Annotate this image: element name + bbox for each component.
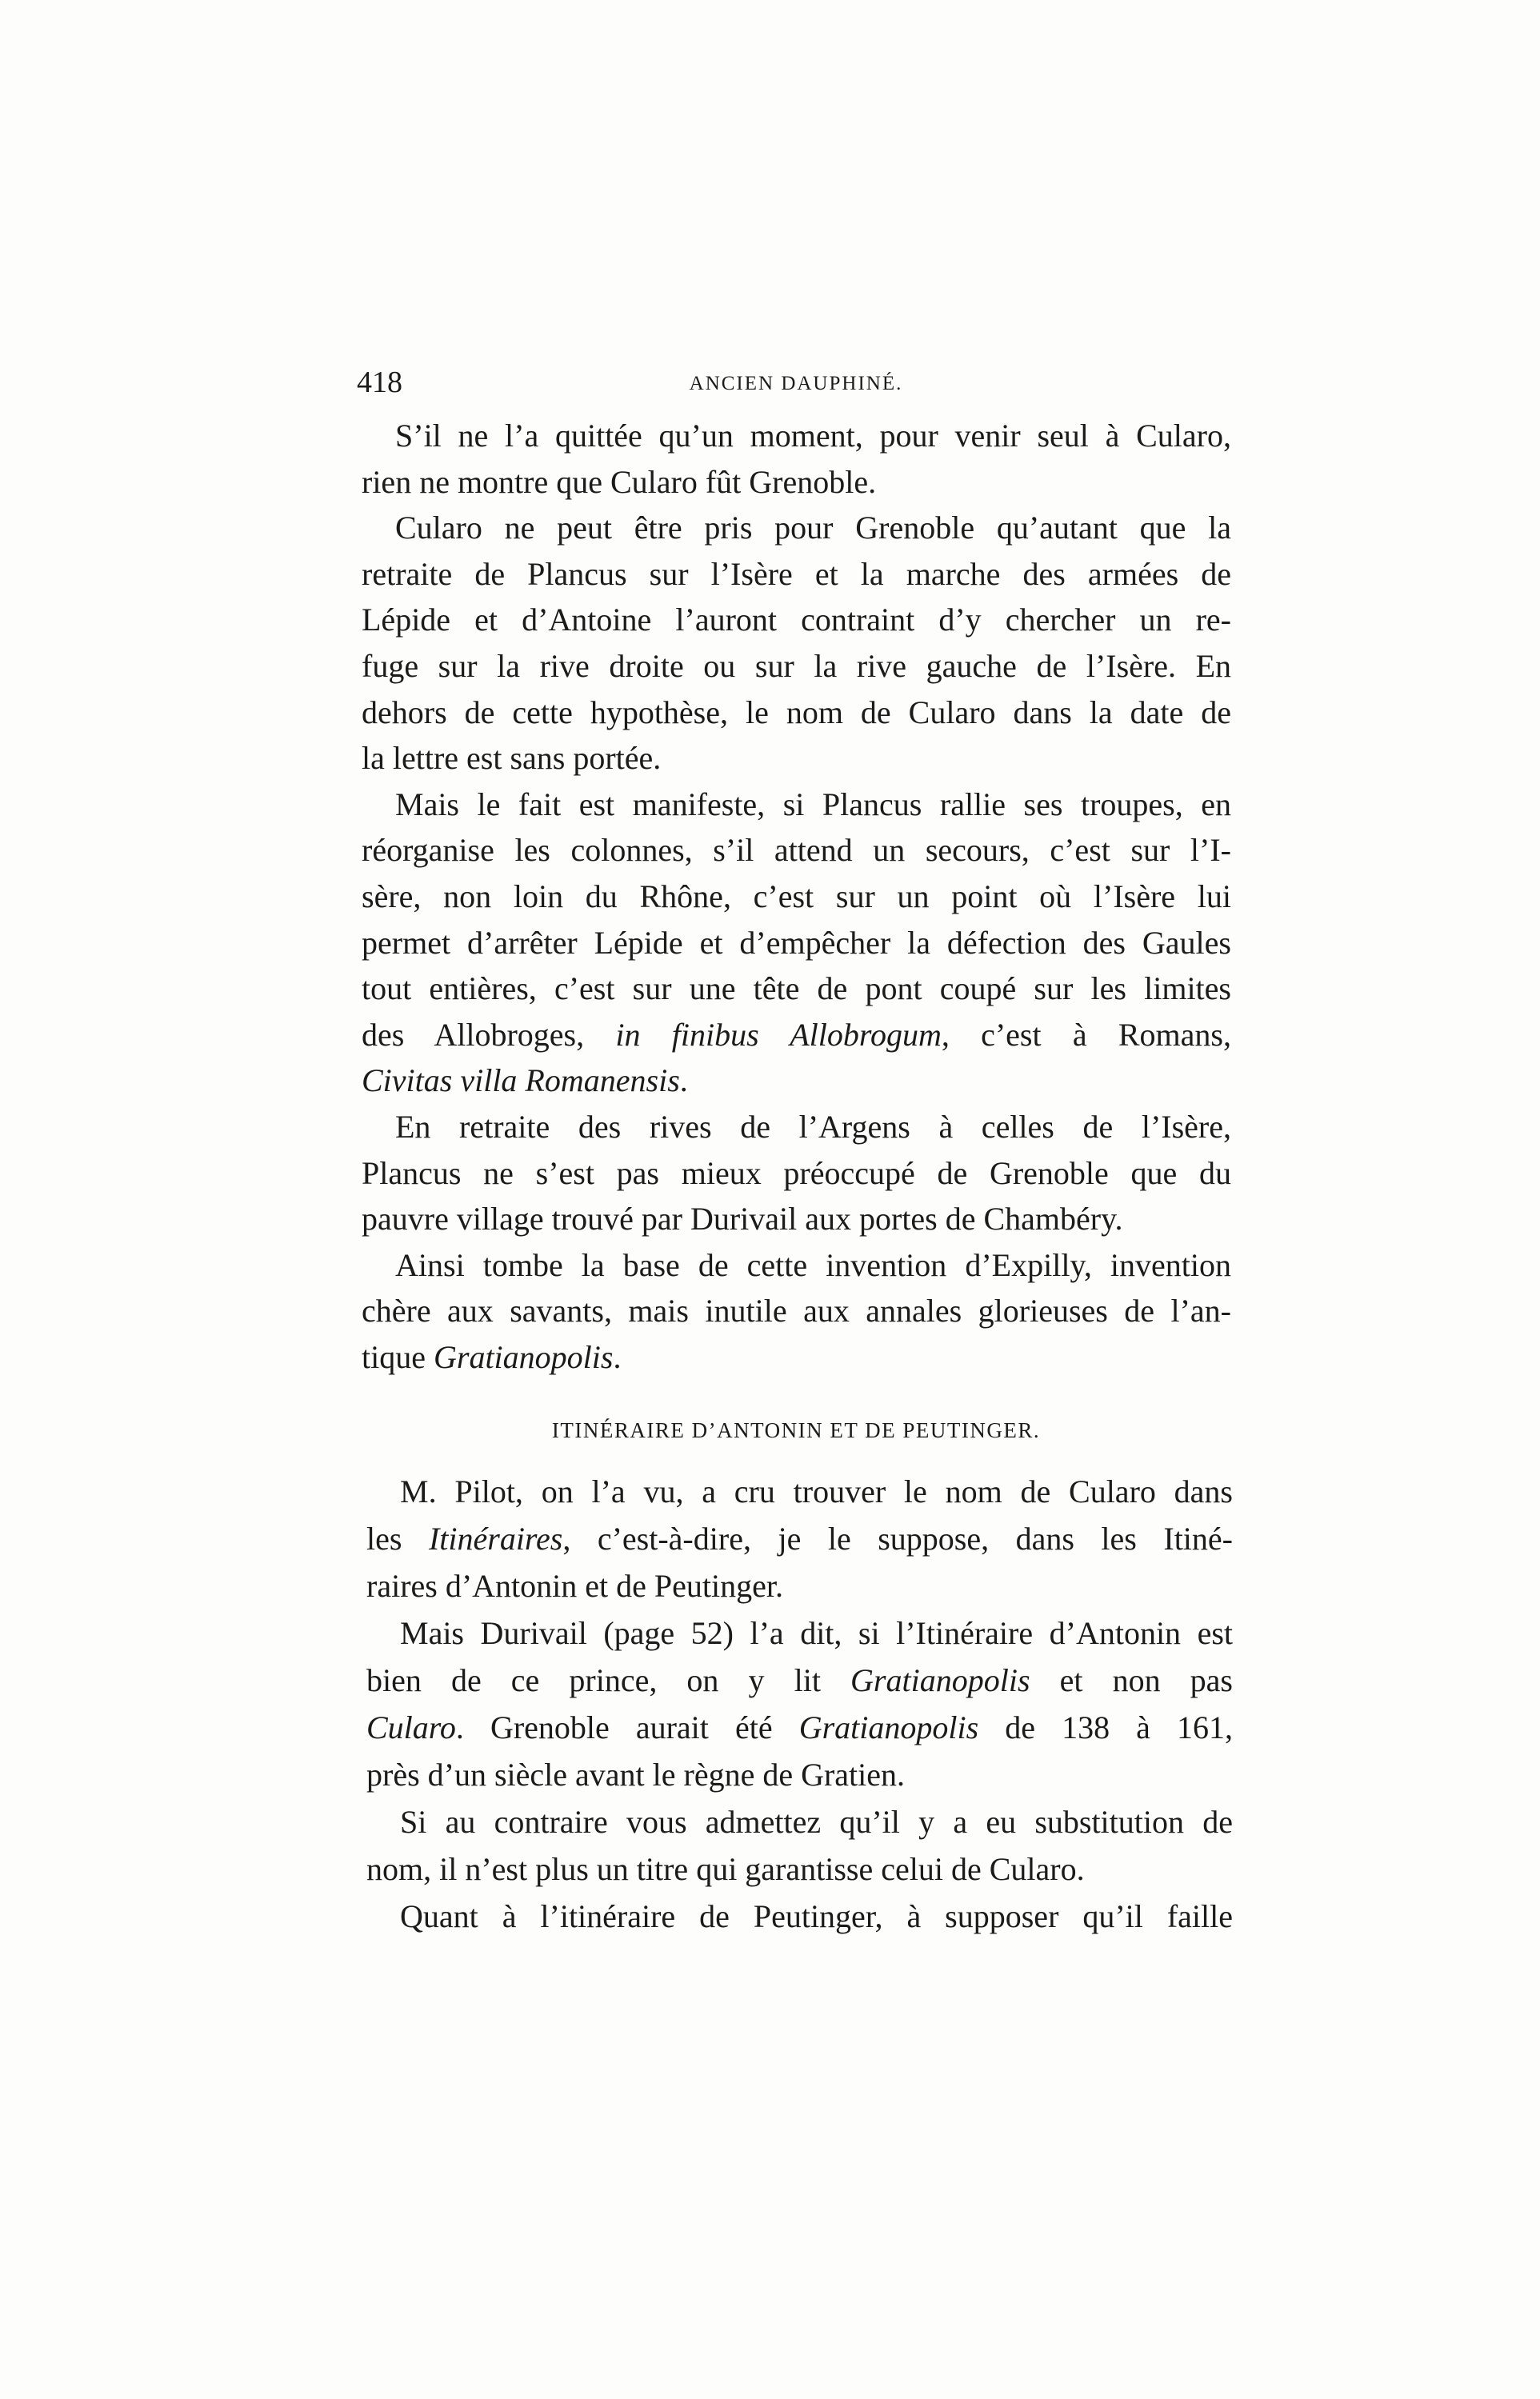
text-line [366, 1704, 1233, 1751]
text-run: fuge sur la rive droite ou sur la rive gauche de l’Isère. En [362, 647, 1231, 684]
italic-text: Gratianopolis [850, 1662, 1030, 1698]
text-run: les [366, 1521, 429, 1557]
text-line [362, 459, 1231, 506]
text-run: la lettre est sans portée. [362, 740, 662, 777]
text-run: nom, il n’est plus un titre qui garantisse celui de Cularo. [366, 1851, 1085, 1887]
italic-text: Gratianopolis [798, 1709, 979, 1745]
italic-text: Itinéraires [428, 1521, 563, 1557]
text-run: , c’est-à-dire, je le suppose, dans les Itiné- [562, 1521, 1233, 1557]
text-line [366, 1515, 1233, 1562]
page-number: 418 [357, 366, 402, 399]
paragraph [366, 1468, 1233, 1609]
text-run: Mais le fait est manifeste, si Plancus rallie ses troupes, en [395, 786, 1231, 822]
paragraph [366, 1798, 1233, 1893]
text-line [366, 1657, 1233, 1704]
text-line [362, 1150, 1231, 1197]
text-line [362, 1058, 1231, 1104]
paragraph [362, 782, 1231, 1104]
text-line [362, 1012, 1231, 1058]
text-run: de 138 à 161, [978, 1709, 1233, 1745]
text-line [366, 1562, 1233, 1609]
text-run: Ainsi tombe la base de cette invention d’Expilly, invention [395, 1246, 1231, 1283]
text-run: tique [362, 1338, 434, 1375]
text-run: près d’un siècle avant le règne de Gratien. [366, 1757, 906, 1793]
text-line [362, 735, 1231, 782]
text-run: et non pas [1030, 1662, 1233, 1698]
text-run: sère, non loin du Rhône, c’est sur un point où l’Isère lui [362, 878, 1231, 914]
section-1-body [362, 413, 1231, 1380]
paragraph [366, 1893, 1233, 1940]
italic-text: Civitas villa Romanensis [362, 1062, 680, 1099]
section-2-body [366, 1468, 1233, 1940]
text-line [362, 1288, 1231, 1334]
text-run: pauvre village trouvé par Durivail aux portes de Chambéry. [362, 1201, 1123, 1237]
text-line [362, 1196, 1231, 1242]
text-run: Plancus ne s’est pas mieux préoccupé de Grenoble que du [362, 1154, 1231, 1191]
text-line [362, 597, 1231, 643]
paragraph [366, 1609, 1233, 1798]
text-line [366, 1609, 1233, 1657]
italic-text: in finibus Allobrogum [615, 1016, 942, 1053]
text-run: permet d’arrêter Lépide et d’empêcher la défection des Gaules [362, 924, 1231, 961]
text-run: S’il ne l’a quittée qu’un moment, pour venir seul à Cularo, [395, 418, 1231, 454]
text-line [362, 643, 1231, 690]
text-line [366, 1845, 1233, 1893]
text-line [362, 1104, 1231, 1150]
text-run: . Grenoble aurait été [455, 1709, 799, 1745]
text-line [362, 690, 1231, 736]
text-run: Quant à l’itinéraire de Peutinger, à supposer qu’il faille [400, 1898, 1233, 1934]
paragraph [362, 413, 1231, 505]
text-run: M. Pilot, on l’a vu, a cru trouver le nom de Cularo dans [400, 1473, 1233, 1509]
paragraph [362, 505, 1231, 782]
text-line [362, 413, 1231, 459]
text-run: chère aux savants, mais inutile aux annales glorieuses de l’an- [362, 1293, 1231, 1329]
text-run: dehors de cette hypothèse, le nom de Cularo dans la date de [362, 694, 1231, 730]
text-run: Cularo ne peut être pris pour Grenoble qu’autant que la [395, 510, 1231, 546]
text-line [366, 1468, 1233, 1515]
running-head: ANCIEN DAUPHINÉ. [689, 373, 903, 394]
text-run: bien de ce prince, on y lit [366, 1662, 851, 1698]
paragraph [362, 1242, 1231, 1381]
text-line [362, 874, 1231, 920]
text-run: Si au contraire vous admettez qu’il y a eu substitution de [400, 1804, 1233, 1840]
text-run: Mais Durivail (page 52) l’a dit, si l’Itinéraire d’Antonin est [400, 1615, 1233, 1651]
section-heading: ITINÉRAIRE D’ANTONIN ET DE PEUTINGER. [551, 1418, 1041, 1442]
text-run: . [679, 1062, 688, 1099]
paragraph [362, 1104, 1231, 1242]
italic-text: Cularo [366, 1709, 456, 1745]
text-line [366, 1751, 1233, 1798]
italic-text: Gratianopolis [433, 1338, 614, 1375]
text-line [362, 1242, 1231, 1289]
text-line [362, 505, 1231, 551]
text-run: , c’est à Romans, [941, 1016, 1231, 1053]
text-run: retraite de Plancus sur l’Isère et la marche des armées de [362, 555, 1231, 592]
text-run: En retraite des rives de l’Argens à celles de l’Isère, [395, 1108, 1231, 1145]
text-line [366, 1798, 1233, 1845]
text-run: rien ne montre que Cularo fût Grenoble. [362, 463, 877, 500]
text-line [366, 1893, 1233, 1940]
text-run: des Allobroges, [362, 1016, 616, 1053]
text-run: Lépide et d’Antoine l’auront contraint d’y chercher un re- [362, 602, 1231, 638]
text-line [362, 827, 1231, 874]
text-run: tout entières, c’est sur une tête de pont coupé sur les limites [362, 970, 1231, 1007]
text-run: . [613, 1338, 622, 1375]
text-line [362, 920, 1231, 966]
text-run: réorganise les colonnes, s’il attend un secours, c’est sur l’I- [362, 832, 1231, 869]
text-line [362, 782, 1231, 828]
text-run: raires d’Antonin et de Peutinger. [366, 1568, 783, 1604]
text-line [362, 551, 1231, 598]
text-line [362, 1334, 1231, 1381]
text-line [362, 966, 1231, 1012]
